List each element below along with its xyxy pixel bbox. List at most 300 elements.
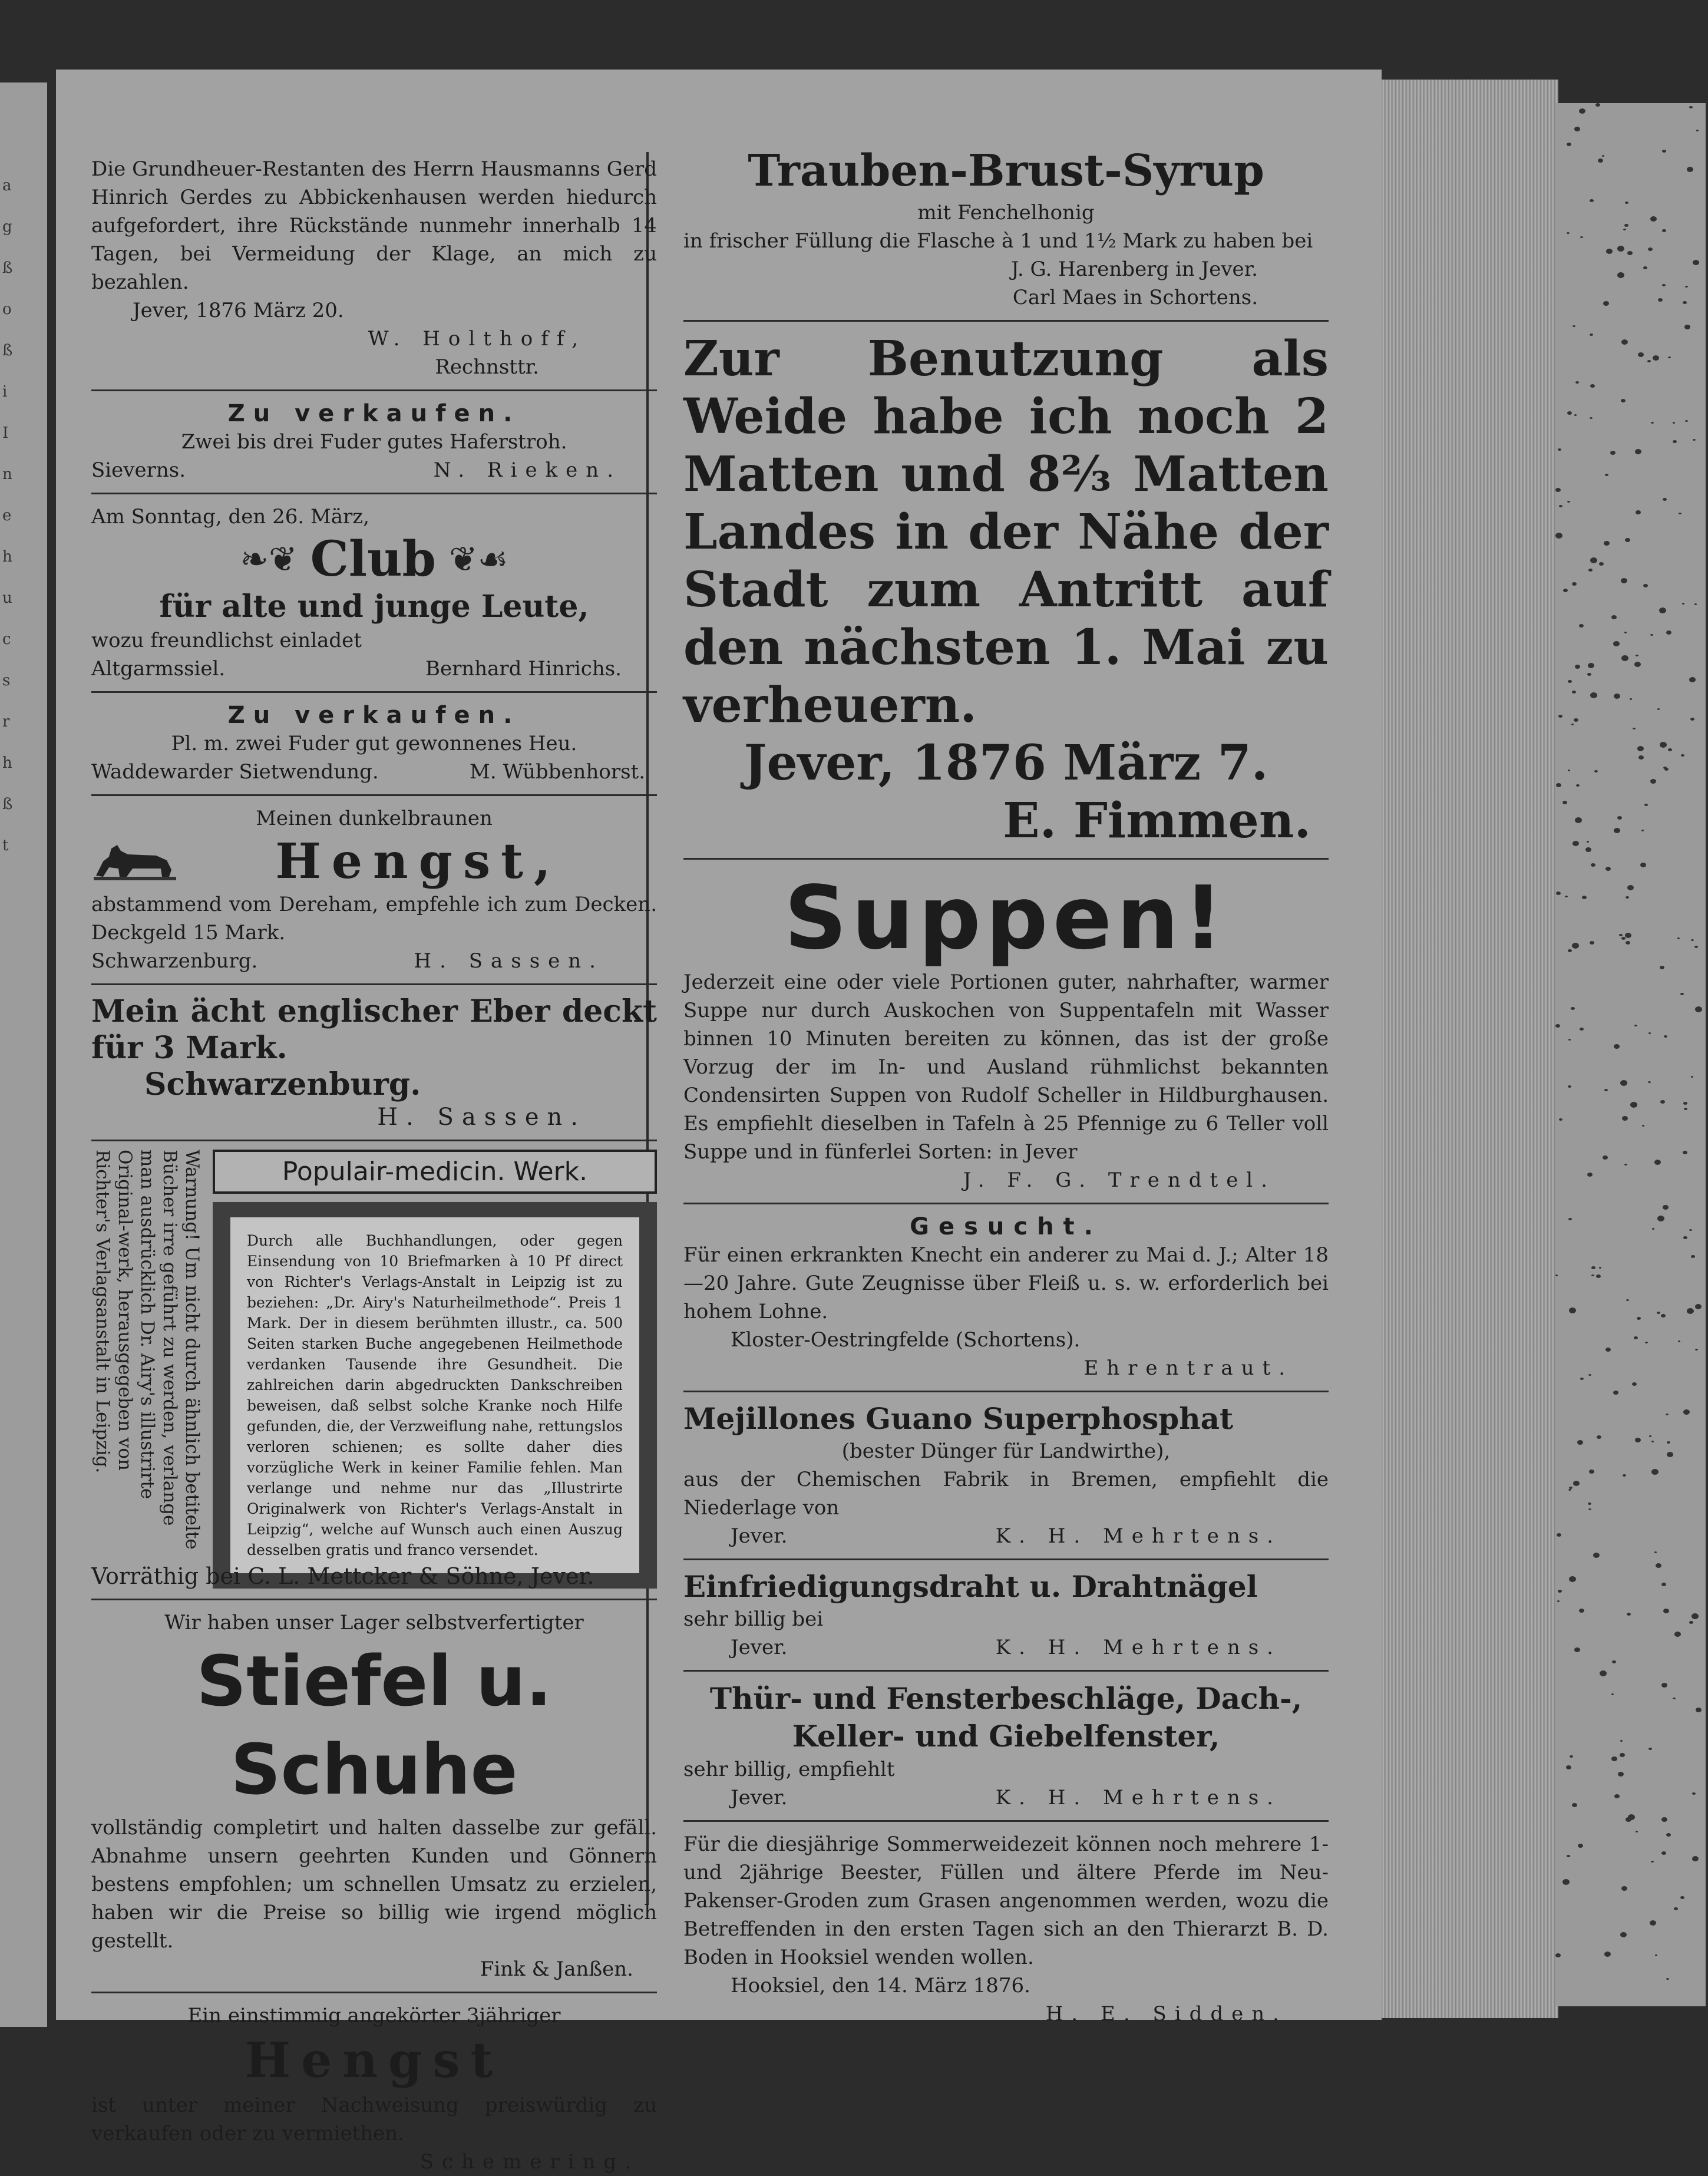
cover-speckle: [1618, 1772, 1624, 1777]
ad-signer: N. Rieken.: [433, 458, 622, 482]
cover-speckle: [1622, 1116, 1628, 1121]
cover-speckle: [1659, 607, 1666, 613]
cover-speckle: [1627, 885, 1634, 890]
ad-divider: [91, 1140, 657, 1141]
cover-speckle: [1625, 202, 1628, 204]
cover-speckle: [1628, 1814, 1635, 1820]
cover-speckle: [1568, 1039, 1571, 1041]
margin-fragment: s: [2, 672, 11, 689]
ad-text: Die Grundheuer-Restanten des Herrn Hausmanns Gerd Hinrich Gerdes zu Abbickenhausen werden hiedurch aufgefordert, ihre Rückstände nunmehr innerhalb 14 Tagen, bei Vermeidung der Klage, an mich zu bezahlen.: [91, 157, 657, 294]
ad-date: Jever, 1876 März 7.: [744, 735, 1268, 791]
cover-speckle: [1589, 1470, 1594, 1474]
ad-eber: [91, 993, 657, 1131]
cover-speckle: [1627, 251, 1633, 255]
ad-divider: [683, 858, 1329, 860]
cover-speckle: [1624, 1164, 1627, 1165]
cover-speckle: [1624, 632, 1627, 633]
cover-speckle: [1663, 1205, 1669, 1210]
cover-speckle: [1693, 260, 1699, 265]
cover-speckle: [1570, 1755, 1573, 1758]
cover-speckle: [1674, 1907, 1678, 1910]
cover-speckle: [1696, 130, 1699, 131]
ad-signer: H. E. Sidden.: [1045, 2002, 1287, 2026]
horse-icon: [91, 840, 180, 883]
cover-speckle: [1567, 501, 1570, 503]
cover-speckle: [1691, 1076, 1693, 1078]
newspaper-page: [56, 70, 1382, 2174]
book-frame: [213, 1202, 657, 1589]
ad-title: Stiefel u. Schuhe: [196, 1640, 552, 1810]
cover-speckle: [1623, 229, 1626, 230]
cover-speckle: [1673, 1698, 1676, 1699]
ad-place: Jever.: [731, 1524, 788, 1548]
cover-speckle: [1555, 488, 1561, 492]
cover-speckle: [1617, 272, 1624, 278]
ad-divider: [683, 1558, 1329, 1560]
cover-speckle: [1666, 1833, 1671, 1837]
ad-grundheuer: [91, 155, 657, 381]
ad-divider: [91, 691, 657, 693]
ad-divider: [91, 493, 657, 494]
cover-speckle: [1692, 1613, 1699, 1619]
cover-speckle: [1587, 1173, 1593, 1177]
ad-trauben-syrup: [683, 143, 1329, 312]
cover-speckle: [1617, 246, 1624, 252]
cover-speckle: [1604, 1952, 1611, 1957]
ad-place: Sieverns.: [91, 458, 186, 482]
cover-speckle: [1621, 339, 1628, 345]
margin-fragment: h: [2, 548, 12, 566]
cover-speckle: [1558, 1590, 1562, 1593]
cover-speckle: [1603, 1155, 1608, 1160]
ad-signer: H. Sassen.: [414, 949, 604, 973]
cover-speckle: [1661, 1583, 1666, 1586]
cover-speckle: [1667, 1452, 1673, 1457]
cover-speckle: [1559, 505, 1562, 507]
ad-signer: M. Wübbenhorst.: [470, 760, 645, 784]
cover-speckle: [1556, 783, 1561, 787]
cover-speckle: [1620, 1080, 1627, 1086]
cover-speckle: [1576, 784, 1580, 787]
cover-speckle: [1614, 828, 1620, 833]
cover-speckle: [1648, 1032, 1651, 1034]
right-column: [683, 70, 1329, 2028]
ad-text: sehr billig, empfiehlt: [683, 1758, 895, 1781]
ad-suppen: [683, 868, 1329, 1194]
cover-speckle: [1654, 1160, 1661, 1165]
cover-speckle: [1660, 1100, 1665, 1104]
ad-place: Schwarzenburg.: [144, 1066, 421, 1102]
ad-role: Rechnsttr.: [435, 355, 539, 379]
book-title: Populair-medicin. Werk.: [213, 1150, 657, 1194]
ad-place: Waddewarder Sietwendung.: [91, 760, 379, 784]
cover-speckle: [1657, 708, 1660, 710]
cover-speckle: [1569, 1307, 1576, 1313]
cover-speckle: [1572, 943, 1579, 949]
cover-speckle: [1562, 1879, 1570, 1885]
cover-speckle: [1650, 634, 1653, 636]
cover-speckle: [1630, 698, 1632, 700]
ad-line: Meinen dunkelbraunen: [256, 807, 493, 830]
cover-speckle: [1689, 1229, 1692, 1231]
cover-speckle: [1573, 1481, 1580, 1486]
margin-fragment: ß: [2, 259, 13, 277]
cover-speckle: [1657, 1216, 1664, 1221]
cover-speckle: [1568, 680, 1572, 683]
cover-speckle: [1657, 1312, 1660, 1314]
ad-text: in frischer Füllung die Flasche à 1 und 1½ Mark zu haben bei: [683, 229, 1313, 253]
ad-weide: [683, 330, 1329, 850]
cover-speckle: [1683, 1151, 1687, 1154]
cover-speckle: [1680, 993, 1684, 995]
cover-speckle: [1588, 569, 1593, 572]
cover-speckle: [1649, 1435, 1651, 1437]
ad-line: Am Sonntag, den 26. März,: [91, 505, 369, 529]
ad-text: abstammend vom Dereham, empfehle ich zum Decken. Deckgeld 15 Mark.: [91, 893, 657, 945]
cover-speckle: [1571, 724, 1574, 725]
cover-speckle: [1640, 863, 1646, 867]
ad-signer: H. Sassen.: [377, 1104, 586, 1131]
cover-speckle: [1574, 1647, 1580, 1652]
cover-speckle: [1590, 417, 1593, 419]
ad-heu: [91, 701, 657, 786]
cover-speckle: [1567, 143, 1571, 146]
cover-speckle: [1567, 411, 1572, 415]
cover-speckle: [1566, 1765, 1571, 1769]
cover-speckle: [1663, 1609, 1669, 1613]
cover-speckle: [1613, 1391, 1618, 1395]
ad-text: aus der Chemischen Fabrik in Bremen, empfiehlt die Niederlage von: [683, 1468, 1329, 1520]
ad-seller: Carl Maes in Schortens.: [1012, 286, 1258, 309]
cover-speckle: [1568, 1085, 1571, 1088]
ad-title: Club: [310, 531, 436, 587]
ad-subtitle: (bester Dünger für Landwirthe),: [841, 1439, 1171, 1463]
cover-speckle: [1661, 1683, 1667, 1688]
ad-subtitle: für alte und junge Leute,: [159, 589, 589, 625]
ad-divider: [91, 794, 657, 796]
margin-fragment: c: [2, 630, 11, 648]
margin-fragment: ß: [2, 342, 13, 359]
cover-speckle: [1605, 867, 1611, 871]
cover-speckle: [1693, 439, 1696, 441]
ad-text: Zwei bis drei Fuder gutes Haferstroh.: [181, 430, 567, 454]
cover-speckle: [1691, 939, 1694, 941]
cover-speckle: [1668, 748, 1672, 751]
cover-speckle: [1568, 1218, 1572, 1220]
cover-speckle: [1580, 236, 1583, 238]
ad-signer: E. Fimmen.: [1003, 793, 1311, 849]
cover-speckle: [1595, 103, 1600, 107]
margin-fragment: u: [2, 589, 12, 607]
cover-speckle: [1683, 301, 1687, 304]
cover-speckle: [1562, 801, 1567, 804]
ad-text: Pl. m. zwei Fuder gut gewonnenes Heu.: [171, 732, 577, 755]
cover-speckle: [1651, 1441, 1654, 1442]
cover-speckle: [1604, 541, 1610, 546]
ornament-left-icon: ❧❦: [240, 539, 298, 579]
cover-speckle: [1600, 1670, 1607, 1676]
cover-speckle: [1575, 381, 1579, 384]
cover-speckle: [1590, 334, 1593, 336]
cover-speckle: [1593, 1553, 1600, 1558]
cover-speckle: [1650, 1920, 1656, 1926]
ad-beschlaege: [683, 1680, 1329, 1812]
ad-divider: [91, 389, 657, 391]
cover-speckle: [1557, 1533, 1561, 1537]
cover-speckle: [1605, 1348, 1611, 1352]
margin-fragment: n: [2, 465, 12, 483]
ad-place: Kloster-Oestringfelde (Schortens).: [731, 1328, 1081, 1352]
cover-speckle: [1626, 1299, 1629, 1301]
cover-speckle: [1674, 1632, 1681, 1637]
ad-text: Zur Benutzung als Weide habe ich noch 2 Matten und 8⅔ Matten Landes in der Nähe der Stadt zum Antritt auf den nächsten 1. Mai zu verheuern.: [683, 331, 1329, 734]
cover-speckle: [1590, 557, 1597, 563]
ad-divider: [683, 1203, 1329, 1204]
ad-signer: W. Holthoff,: [368, 327, 586, 351]
book-description: Durch alle Buchhandlungen, oder gegen Einsendung von 10 Briefmarken à 10 Pf direct von Richter's Verlags-Anstalt in Leipzig ist zu beziehen: „Dr. Airy's Naturheilmethode“. Preis 1 Mark. Der in diesem berühmten illustr., ca. 500 Seiten starken Buche angegebenen Heilmethode verdanken Tausende ihre Gesundheit. Die zahlreichen darin abgedruckten Dankschreiben beweisen, daß selbst solche Kranke noch Hilfe gefunden, die, der Verzweiflung nahe, rettungslos verloren schienen; es sollte daher dies vorzügliche Werk in keiner Familie fehlen. Man verlange und nehme nur das „Illustrirte Originalwerk von Richter's Verlags-Anstalt in Leipzig“, welche auf Wunsch auch einen Auszug desselben gratis und franco versendet.: [230, 1217, 639, 1573]
cover-speckle: [1689, 1621, 1693, 1624]
ad-title: Hengst,: [275, 833, 561, 890]
cover-speckle: [1588, 1503, 1591, 1505]
ornament-right-icon: ❦☙: [448, 539, 508, 579]
ad-text: sehr billig bei: [683, 1607, 824, 1631]
cover-speckle: [1673, 422, 1675, 424]
cover-speckle: [1556, 891, 1561, 895]
ad-text: wozu freundlichst einladet: [91, 629, 362, 652]
cover-speckle: [1660, 742, 1667, 748]
cover-speckle: [1635, 1438, 1641, 1442]
book-cover-edge: [1555, 103, 1706, 2006]
cover-speckle: [1641, 830, 1644, 831]
cover-speckle: [1569, 1576, 1576, 1582]
cover-speckle: [1621, 1886, 1627, 1891]
cover-speckle: [1637, 1317, 1641, 1320]
cover-speckle: [1597, 1435, 1601, 1439]
cover-speckle: [1558, 715, 1562, 718]
cover-speckle: [1645, 1342, 1648, 1343]
book-ad-box: [213, 1150, 657, 1556]
ad-text: vollständig completirt und halten dasselbe zur gefäll. Abnahme unsern geehrten Kunden und Gönnern bestens empfohlen; um schnellen Umsatz zu erzielen, haben wir die Preise so billig wie irgend möglich gestellt.: [91, 1816, 657, 1953]
cover-speckle: [1648, 247, 1653, 251]
cover-speckle: [1614, 1044, 1620, 1049]
ad-divider: [683, 1391, 1329, 1392]
ad-signer: K. H. Mehrtens.: [995, 1636, 1281, 1659]
cover-speckle: [1648, 1748, 1652, 1750]
ad-heading: Zu verkaufen.: [227, 702, 521, 729]
cover-speckle: [1568, 949, 1572, 952]
ad-draht: [683, 1569, 1329, 1662]
cover-speckle: [1658, 298, 1663, 302]
cover-speckle: [1572, 1803, 1577, 1807]
cover-speckle: [1621, 578, 1627, 583]
cover-speckle: [1599, 1267, 1601, 1269]
margin-fragments: [2, 165, 20, 866]
cover-speckle: [1685, 420, 1688, 422]
margin-fragment: r: [2, 713, 10, 731]
cover-speckle: [1651, 1861, 1654, 1863]
cover-speckle: [1634, 1336, 1638, 1339]
cover-speckle: [1582, 896, 1587, 899]
cover-speckle: [1574, 718, 1578, 722]
cover-speckle: [1611, 615, 1617, 619]
cover-speckle: [1591, 1274, 1594, 1276]
cover-speckle: [1587, 841, 1589, 843]
ad-heading: Zu verkaufen.: [227, 400, 521, 427]
cover-speckle: [1571, 1007, 1575, 1010]
cover-speckle: [1694, 946, 1698, 948]
ad-hengst-2: [91, 2002, 657, 2176]
cover-speckle: [1668, 356, 1671, 358]
cover-speckle: [1579, 1609, 1584, 1613]
cover-speckle: [1661, 1314, 1666, 1318]
cover-speckle: [1679, 513, 1681, 514]
cover-speckle: [1660, 966, 1664, 969]
cover-speckle: [1572, 325, 1575, 327]
cover-speckle: [1662, 284, 1666, 286]
cover-speckle: [1643, 266, 1647, 269]
margin-fragment: g: [2, 218, 12, 236]
cover-speckle: [1654, 1551, 1657, 1553]
cover-speckle: [1614, 1794, 1620, 1798]
cover-speckle: [1636, 510, 1641, 514]
ad-divider: [91, 983, 657, 985]
ad-divider: [683, 320, 1329, 322]
cover-speckle: [1695, 1349, 1698, 1350]
cover-speckle: [1598, 159, 1603, 163]
cover-speckle: [1692, 1856, 1699, 1861]
cover-speckle: [1599, 562, 1604, 566]
margin-fragment: I: [2, 424, 9, 442]
cover-speckle: [1636, 655, 1638, 656]
cover-speckle: [1619, 934, 1623, 936]
cover-speckle: [1555, 1953, 1561, 1957]
ad-title: Hengst: [245, 2032, 504, 2089]
cover-speckle: [1625, 933, 1631, 938]
ad-text: Jederzeit eine oder viele Portionen guter, nahrhafter, warmer Suppe nur durch Auskochen von Suppentafeln mit Wasser binnen 10 Minuten bereiten zu können, das ist der große Vorzug der im In- und Ausland rühmlichst bekannten Condensirten Suppen von Rudolf Scheller in Hildburghausen. Es empfiehlt dieselben in Tafeln à 25 Pfennige zu 6 Teller voll Suppe und in fünferlei Sorten: in Jever: [683, 970, 1329, 1164]
ad-signer: J. F. G. Trendtel.: [963, 1168, 1276, 1192]
cover-speckle: [1568, 770, 1570, 771]
cover-speckle: [1663, 498, 1667, 501]
cover-speckle: [1633, 728, 1636, 729]
cover-speckle: [1590, 692, 1597, 698]
cover-speckle: [1684, 325, 1690, 329]
cover-speckle: [1637, 746, 1644, 751]
cover-speckle: [1572, 691, 1576, 694]
ad-gesucht: [683, 1213, 1329, 1382]
cover-speckle: [1611, 1756, 1617, 1761]
cover-speckle: [1630, 1102, 1637, 1108]
cover-speckle: [1650, 779, 1656, 784]
cover-speckle: [1687, 167, 1693, 172]
cover-speckle: [1695, 1304, 1702, 1309]
cover-speckle: [1591, 1266, 1595, 1269]
cover-speckle: [1663, 767, 1667, 769]
cover-speckle: [1696, 1708, 1702, 1712]
cover-speckle: [1661, 1817, 1667, 1822]
cover-speckle: [1685, 286, 1688, 288]
cover-speckle: [1626, 941, 1630, 945]
cover-speckle: [1572, 841, 1579, 846]
cover-speckle: [1605, 474, 1608, 476]
cover-speckle: [1678, 1340, 1680, 1342]
cover-speckle: [1606, 249, 1613, 254]
cover-speckle: [1691, 1255, 1695, 1258]
margin-fragment: i: [2, 383, 8, 401]
ad-date: Jever, 1876 März 20.: [133, 299, 344, 322]
cover-speckle: [1602, 155, 1604, 157]
ad-guano: [683, 1401, 1329, 1550]
margin-fragment: ß: [2, 795, 13, 813]
cover-speckle: [1588, 1374, 1591, 1376]
cover-speckle: [1666, 1978, 1669, 1980]
ad-text: Mein ächt englischer Eber deckt für 3 Mark.: [91, 993, 657, 1066]
left-column: [91, 70, 657, 2176]
cover-speckle: [1635, 449, 1641, 454]
cover-speckle: [1579, 108, 1585, 114]
cover-speckle: [1647, 360, 1651, 362]
cover-speckle: [1594, 770, 1598, 772]
cover-speckle: [1627, 1613, 1631, 1616]
cover-speckle: [1575, 817, 1582, 823]
cover-speckle: [1644, 804, 1648, 806]
ad-signer: Ehrentraut.: [1083, 1356, 1293, 1380]
cover-speckle: [1555, 1024, 1560, 1028]
cover-speckle: [1682, 603, 1684, 605]
ad-place: Jever.: [731, 1786, 788, 1810]
cover-speckle: [1614, 694, 1620, 699]
cover-speckle: [1662, 229, 1666, 232]
cover-speckle: [1579, 624, 1584, 628]
cover-speckle: [1590, 941, 1594, 945]
cover-speckle: [1638, 755, 1644, 760]
previous-page-edge: [0, 82, 47, 2027]
cover-speckle: [1588, 663, 1594, 668]
cover-speckle: [1580, 1378, 1584, 1380]
cover-speckle: [1694, 603, 1697, 605]
cover-speckle: [1588, 1508, 1591, 1510]
cover-speckle: [1689, 677, 1696, 682]
cover-speckle: [1611, 1693, 1614, 1695]
cover-speckle: [1642, 1125, 1644, 1127]
cover-speckle: [1634, 1025, 1637, 1026]
cover-speckle: [1667, 1441, 1670, 1444]
ad-heading: Gesucht.: [910, 1213, 1102, 1240]
cover-speckle: [1664, 1035, 1667, 1038]
ad-haferstroh: [91, 399, 657, 484]
cover-speckle: [1567, 1855, 1570, 1857]
cover-speckle: [1673, 440, 1677, 443]
cover-speckle: [1680, 1896, 1684, 1899]
cover-speckle: [1596, 1274, 1601, 1278]
cover-speckle: [1621, 655, 1628, 661]
ad-divider: [683, 1820, 1329, 1822]
ad-divider: [91, 1599, 657, 1600]
ad-medicin-werk: [91, 1150, 657, 1590]
cover-speckle: [1638, 352, 1644, 357]
cover-speckle: [1684, 1108, 1687, 1110]
ad-place: Altgarmssiel.: [91, 657, 226, 681]
cover-speckle: [1612, 1660, 1616, 1663]
ad-club: [91, 503, 657, 683]
cover-speckle: [1590, 384, 1595, 388]
ad-sommerweide: [683, 1830, 1329, 2028]
cover-speckle: [1689, 106, 1693, 108]
cover-speckle: [1555, 533, 1562, 539]
cover-speckle: [1677, 937, 1680, 939]
cover-speckle: [1634, 662, 1641, 667]
ad-signer: Schemering.: [419, 2150, 639, 2174]
cover-speckle: [1578, 1844, 1583, 1848]
